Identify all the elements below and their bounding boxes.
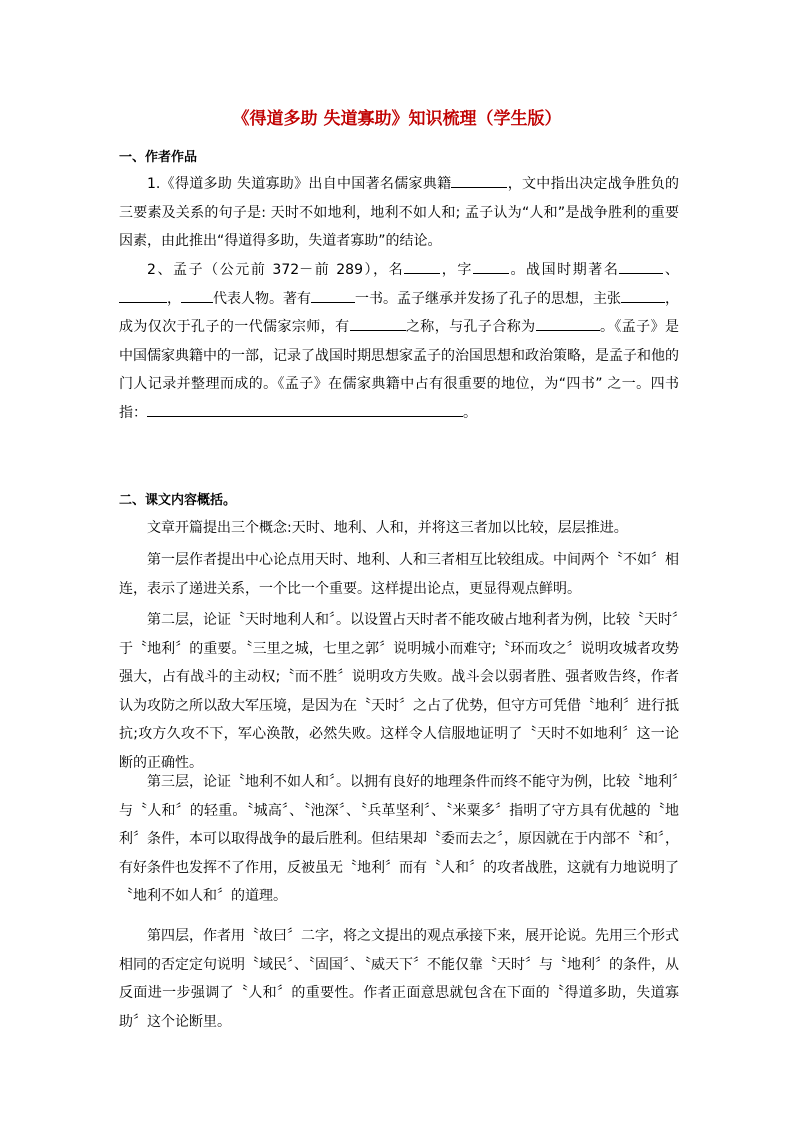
summary-paragraph-4: 第三层，论证〝地利不如人和〞。以拥有良好的地理条件而终不能守为例，比较〝地利〞与〝人和〞的轻重。〝城高〞、〝池深〞、〝兵革坚利〞、〝米粟多〞指明了守方具有优越的〝地利〞条件，本可以取得战争的最后胜利。但结果却〝委而去之〞，原因就在于内部不〝和〞，有好条件也发挥不了作用，反被虽无〝地利〞而有〝人和〞的攻者战胜，这就有力地说明了〝地利不如人和〞的道理。	[119, 774, 679, 904]
text-segment: 。战国时期著名	[508, 262, 620, 278]
text-segment: 。	[463, 404, 477, 421]
section-heading-content-summary: 二、课文内容概括。	[119, 493, 237, 508]
fill-blank	[536, 316, 600, 331]
fill-blank	[311, 288, 355, 303]
paragraph-1	[119, 170, 679, 256]
text-segment: ，	[167, 290, 181, 307]
fill-blank	[119, 288, 167, 303]
text-segment: ，字	[440, 262, 473, 278]
section-heading-author-works: 一、作者作品	[119, 150, 198, 165]
text-segment: 2、孟子（公元前 372－前 289），名	[147, 262, 405, 278]
text-segment: 1.《得道多助 失道寡助》出自中国著名儒家典籍	[147, 176, 452, 192]
fill-blank	[619, 259, 663, 274]
text-segment: 之称，与孔子合称为	[405, 319, 536, 335]
fill-blank	[181, 288, 213, 303]
fill-blank	[473, 259, 509, 274]
text-segment: 。《孟子》是中国儒家典籍中的一部，记录了战国时期思想家孟子的治国思想和政治策略，是孟子和他的门人记录并整理而成的。《孟子》在儒家典籍中占有很重要的地位，为“四书” 之一。四书指：	[119, 319, 679, 421]
summary-paragraph-2: 第一层作者提出中心论点用天时、地利、人和三者相互比较组成。中间两个〝不如〞相连，表示了递进关系，一个比一个重要。这样提出论点，更显得观点鲜明。	[119, 552, 679, 597]
text-segment: ，成为仅次于孔子的一代儒家宗师，有	[119, 290, 679, 335]
text-segment: ，文中指出决定战争胜负的三要素及关系的句子是: 天时不如地利，地利不如人和; 孟子认为“人和”是战争胜利的重要因素，由此推出“得道得多助，失道者寡助”的结论。	[119, 176, 680, 249]
fill-blank	[621, 288, 665, 303]
text-segment: 、	[663, 262, 679, 278]
fill-blank	[147, 402, 463, 417]
summary-paragraph-5: 第四层，作者用〝故曰〞二字，将之文提出的观点承接下来，展开论说。先用三个形式相同的否定定句说明〝域民〞、〝固国〞、〝威天下〞不能仅靠〝天时〞与〝地利〞的条件，从反面进一步强调了〝人和〞的重要性。作者正面意思就包含在下面的〝得道多助，失道寡助〞这个论断里。	[119, 928, 679, 1030]
fill-blank	[451, 173, 507, 188]
text-segment: 一书。孟子继承并发扬了孔子的思想，主张	[355, 290, 621, 307]
summary-paragraph-1: 文章开篇提出三个概念:天时、地利、人和，并将这三者加以比较，层层推进。	[147, 520, 628, 536]
fill-blank	[404, 259, 440, 274]
document-title: 《得道多助 失道寡助》知识梳理（学生版）	[232, 109, 562, 129]
summary-paragraph-3: 第二层，论证〝天时地利人和〞。以设置占天时者不能攻破占地利者为例，比较〝天时〞于〝地利〞的重要。〝三里之城，七里之郭〞说明城小而难守;〝环而攻之〞说明攻城者攻势强大，占有战斗的主动权;〝而不胜〞说明攻方失败。战斗会以弱者胜、强者败告终，作者认为攻防之所以敌大军压境，是因为在〝天时〞之占了优势，但守方可凭借〝地利〞进行抵抗;攻方久攻不下，军心涣散，必然失败。这样令人信服地证明了〝天时不如地利〞这一论断的正确性。	[119, 612, 679, 771]
text-segment: 代表人物。著有	[213, 290, 311, 307]
fill-blank	[350, 316, 406, 331]
paragraph-2	[119, 256, 679, 427]
